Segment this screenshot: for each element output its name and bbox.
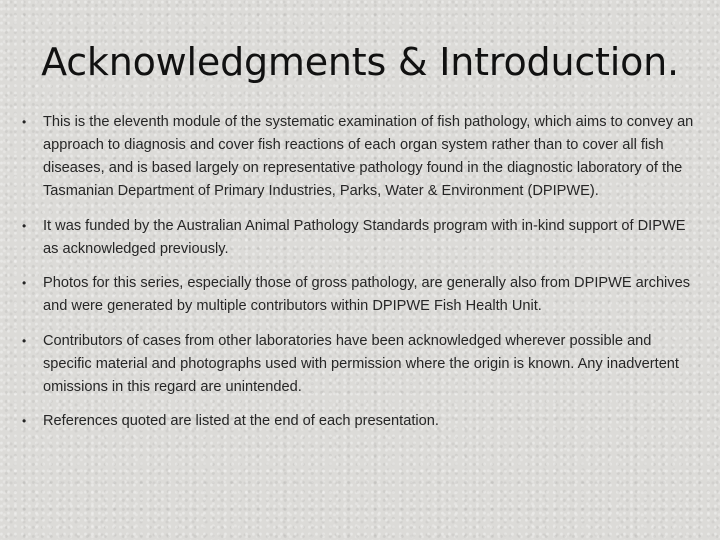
bullet-item-2	[22, 215, 702, 261]
bullet-item-4	[22, 330, 702, 399]
bullet-text: Contributors of cases from other laboratories have been acknowledged wherever possible and specific material and photographs used with permission where the origin is known. Any inadvertent omissions in this regard are unintended.	[43, 332, 679, 395]
bullet-dot: •	[22, 218, 27, 233]
bullet-dot: •	[22, 276, 27, 290]
bullet-dot: •	[22, 333, 27, 348]
bullet-text: This is the eleventh module of the systematic examination of fish pathology, which aims to convey an approach to diagnosis and cover fish reactions of each organ system rather than to cover all fish diseases, and is based largely on representative pathology found in the diagnostic laboratory of the Tasmanian Department of Primary Industries, Parks, Water & Environment (DPIPWE).	[43, 114, 694, 199]
bullet-text: Photos for this series, especially those of gross pathology, are generally also from DPIPWE archives and were generated by multiple contributors within DPIPWE Fish Health Unit.	[43, 275, 691, 314]
slide-title: Acknowledgments & Introduction.	[41, 40, 679, 84]
bullet-dot: •	[22, 115, 27, 129]
bullet-list	[22, 111, 702, 445]
bullet-item-3	[22, 272, 702, 318]
bullet-text: References quoted are listed at the end of each presentation.	[43, 413, 439, 429]
bullet-item-1	[22, 111, 702, 203]
bullet-text: It was funded by the Australian Animal Pathology Standards program with in-kind support of DIPWE as acknowledged previously.	[43, 217, 686, 257]
bullet-dot: •	[22, 414, 27, 428]
bullet-item-5	[22, 410, 702, 433]
